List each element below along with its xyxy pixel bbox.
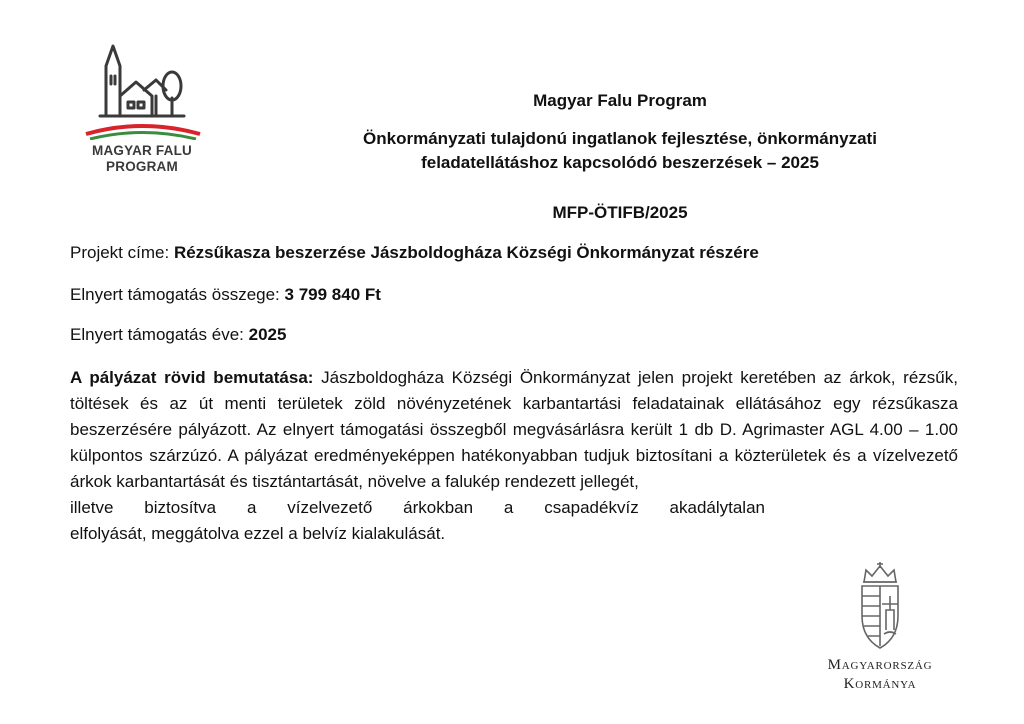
hungarian-coat-of-arms-icon (800, 560, 960, 652)
grant-year-label: Elnyert támogatás éve: (70, 325, 244, 344)
government-line1: Magyarország (827, 657, 933, 673)
description-last-line: elfolyását, meggátolva ezzel a belvíz kialakulását. (70, 524, 446, 543)
project-title-field (70, 243, 759, 263)
grant-year-field (70, 325, 286, 345)
project-heading (280, 127, 960, 175)
project-code: MFP-ÖTIFB/2025 (552, 203, 688, 222)
project-description (70, 365, 958, 547)
logo-line1: MAGYAR FALU (92, 143, 192, 158)
description-line-short: illetve biztosítva a vízelvezető árkokban a csapadékvíz akadálytalan (70, 498, 765, 517)
grant-amount-field (70, 285, 381, 305)
village-church-house-tree-icon (72, 40, 212, 140)
government-text (800, 656, 960, 694)
program-title: Magyar Falu Program (533, 91, 707, 110)
grant-year-value: 2025 (248, 325, 287, 344)
government-line2: Kormánya (843, 676, 917, 692)
project-title-value: Rézsűkasza beszerzése Jászboldogháza Községi Önkormányzat részére (173, 243, 759, 262)
project-heading-line1: Önkormányzati tulajdonú ingatlanok fejlesztése, önkormányzati (363, 129, 877, 148)
logo-text (72, 143, 212, 175)
project-title-label: Projekt címe: (70, 243, 170, 262)
description-label: A pályázat rövid bemutatása: (70, 368, 314, 387)
magyar-falu-program-logo (72, 40, 212, 190)
grant-amount-value: 3 799 840 Ft (284, 285, 381, 304)
project-heading-line2: feladatellátáshoz kapcsolódó beszerzések – 2025 (421, 153, 819, 172)
government-logo (800, 560, 960, 700)
description-text: Jászboldogháza Községi Önkormányzat jelen projekt keretében az árkok, rézsűk, töltések és az út menti területek zöld növényzetének karbantartási feladatainak ellátásához egy rézsűkasza beszerzésére pályázott. Az elnyert támogatási összegből megvásárlásra került 1 db D. Agrimaster AGL 4.00 – 1.00 külpontos szárzúzó. A pályázat eredményeképpen hatékonyabban tudjuk biztosítani a közterületek és a vízelvezető árkok karbantartását és tisztántartását, növelve a falukép rendezett jellegét, (70, 368, 958, 491)
logo-line2: PROGRAM (106, 159, 178, 174)
grant-amount-label: Elnyert támogatás összege: (70, 285, 280, 304)
